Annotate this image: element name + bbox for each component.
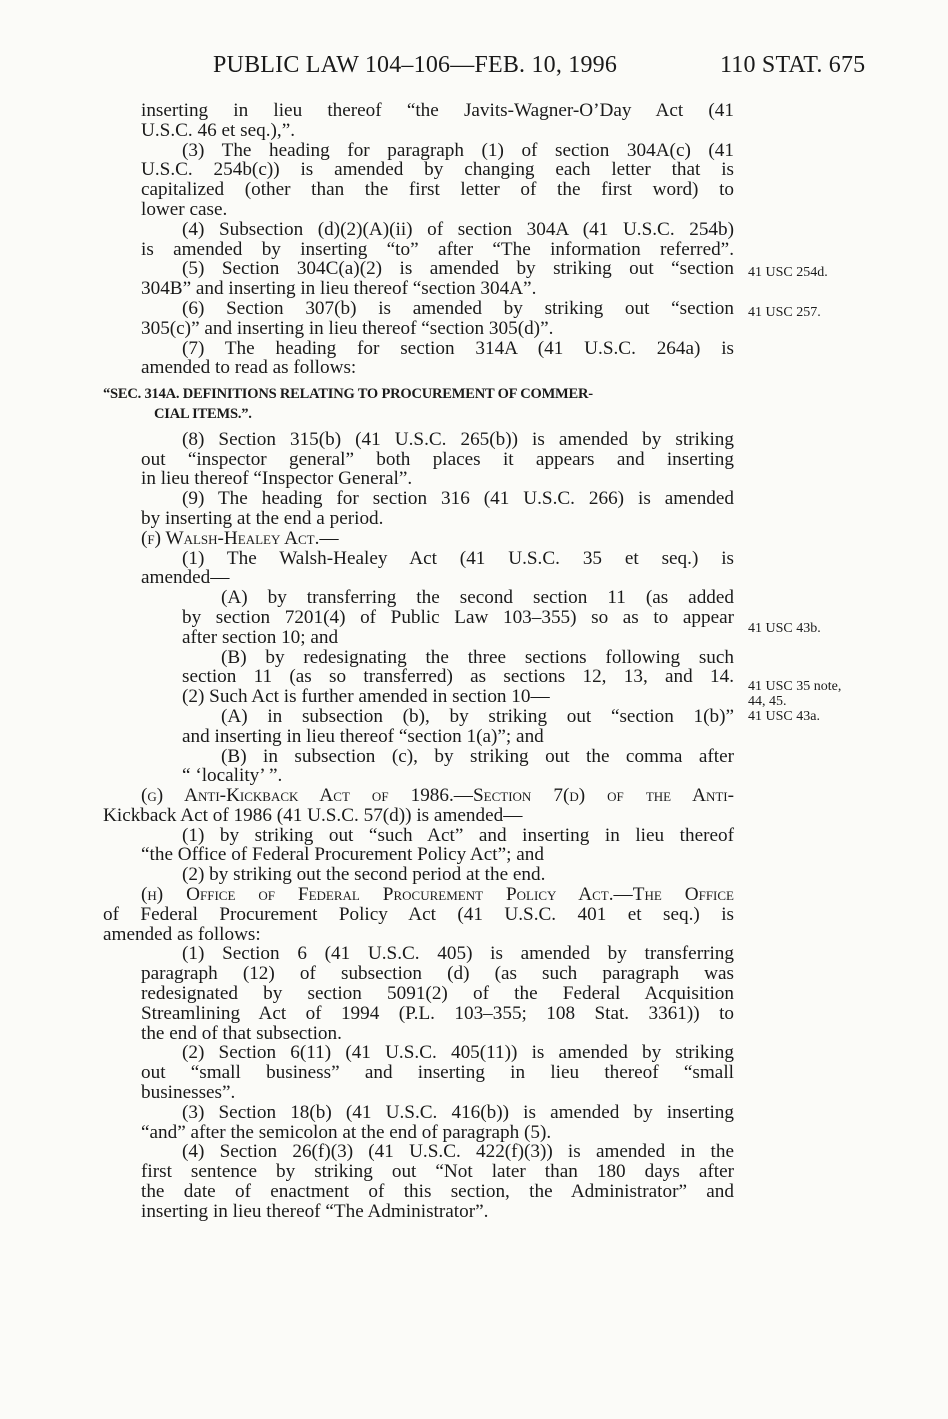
running-head-title: PUBLIC LAW 104–106—FEB. 10, 1996: [213, 52, 618, 78]
text-line: capitalized (other than the first letter of the first word) to: [141, 179, 734, 201]
text-line: (3) Section 18(b) (41 U.S.C. 416(b)) is amended by inserting: [182, 1101, 734, 1123]
text-line: section 11 (as so transferred) as sections 12, 13, and 14.: [182, 666, 734, 688]
text-line: (4) Subsection (d)(2)(A)(ii) of section 304A (41 U.S.C. 254b): [182, 218, 734, 240]
text-line: first sentence by striking out “Not later than 180 days after: [141, 1161, 734, 1183]
text-line: lower case.: [141, 198, 228, 220]
text-line: (B) in subsection (c), by striking out the comma after: [221, 745, 734, 767]
subsection-heading: (h) Office of Federal Procurement Policy Act.—The Office: [141, 884, 734, 906]
text-line: (3) The heading for paragraph (1) of section 304A(c) (41: [182, 139, 734, 161]
text-line: “the Office of Federal Procurement Policy Act”; and: [141, 844, 544, 866]
text-line: 305(c)” and inserting in lieu thereof “section 305(d)”.: [141, 317, 554, 339]
text-line: (4) Section 26(f)(3) (41 U.S.C. 422(f)(3)) is amended in the: [182, 1141, 734, 1163]
text-line: (1) by striking out “such Act” and inserting in lieu thereof: [182, 824, 734, 846]
margin-note: 41 USC 257.: [748, 305, 821, 320]
text-line: redesignated by section 5091(2) of the Federal Acquisition: [141, 983, 734, 1005]
section-heading: “SEC. 314A. DEFINITIONS RELATING TO PROCUREMENT OF COMMER-: [103, 386, 593, 403]
margin-note: 44, 45.: [748, 694, 787, 709]
text-line: “and” after the semicolon at the end of paragraph (5).: [141, 1121, 552, 1143]
margin-note: 41 USC 43a.: [748, 709, 820, 724]
text-line: after section 10; and: [182, 626, 339, 648]
subsection-heading: (f) Walsh-Healey Act.—: [141, 527, 339, 549]
text-line: amended as follows:: [103, 923, 261, 945]
text-line: (2) Such Act is further amended in section 10—: [182, 686, 550, 708]
text-line: (9) The heading for section 316 (41 U.S.C. 266) is amended: [182, 488, 734, 510]
text-line: (2) Section 6(11) (41 U.S.C. 405(11)) is amended by striking: [182, 1042, 734, 1064]
text-line: “ ‘locality’ ”.: [182, 765, 283, 787]
text-line: (8) Section 315(b) (41 U.S.C. 265(b)) is amended by striking: [182, 428, 734, 450]
text-line: and inserting in lieu thereof “section 1(a)”; and: [182, 725, 544, 747]
text-line: U.S.C. 254b(c)) is amended by changing each letter that is: [141, 159, 734, 181]
text-line: businesses”.: [141, 1082, 236, 1104]
text-line: inserting in lieu thereof “the Javits-Wagner-O’Day Act (41: [141, 100, 734, 121]
text-line: by section 7201(4) of Public Law 103–355) so as to appear: [182, 606, 734, 628]
text-line: (B) by redesignating the three sections following such: [221, 646, 734, 668]
statute-body: [103, 101, 734, 1222]
text-line: U.S.C. 46 et seq.),”.: [141, 119, 296, 141]
text-line: out “inspector general” both places it appears and inserting: [141, 448, 734, 470]
subsection-heading: (g) Anti-Kickback Act of 1986.—Section 7(d) of the Anti-: [141, 785, 734, 807]
text-line: inserting in lieu thereof “The Administrator”.: [141, 1200, 489, 1222]
text-line: in lieu thereof “Inspector General”.: [141, 468, 413, 490]
text-line: (A) in subsection (b), by striking out “section 1(b)”: [221, 705, 734, 727]
section-heading-cont: CIAL ITEMS.”.: [154, 405, 252, 422]
text-line: out “small business” and inserting in lieu thereof “small: [141, 1062, 734, 1084]
text-line: (2) by striking out the second period at the end.: [182, 864, 546, 886]
margin-note: 41 USC 254d.: [748, 265, 828, 280]
text-line: of Federal Procurement Policy Act (41 U.S.C. 401 et seq.) is: [103, 903, 734, 925]
text-line: (1) Section 6 (41 U.S.C. 405) is amended by transferring: [182, 943, 734, 965]
text-line: the date of enactment of this section, the Administrator” and: [141, 1181, 734, 1203]
text-line: amended to read as follows:: [141, 357, 357, 379]
margin-note: 41 USC 35 note,: [748, 679, 842, 694]
page-reference: 110 STAT. 675: [720, 52, 866, 78]
text-line: (1) The Walsh-Healey Act (41 U.S.C. 35 et seq.) is: [182, 547, 734, 569]
text-line: amended—: [141, 567, 230, 589]
text-line: (A) by transferring the second section 11 (as added: [221, 587, 734, 609]
text-line: is amended by inserting “to” after “The information referred”.: [141, 238, 734, 260]
text-line: (6) Section 307(b) is amended by striking out “section: [182, 297, 734, 319]
text-line: 304B” and inserting in lieu thereof “section 304A”.: [141, 278, 537, 300]
text-line: Streamlining Act of 1994 (P.L. 103–355; 108 Stat. 3361)) to: [141, 1002, 734, 1024]
text-line: the end of that subsection.: [141, 1022, 342, 1044]
text-line: (5) Section 304C(a)(2) is amended by striking out “section: [182, 258, 734, 280]
text-line: (7) The heading for section 314A (41 U.S.C. 264a) is: [182, 337, 734, 359]
text-line: Kickback Act of 1986 (41 U.S.C. 57(d)) is amended—: [103, 804, 523, 826]
margin-note: 41 USC 43b.: [748, 621, 821, 636]
text-line: paragraph (12) of subsection (d) (as such paragraph was: [141, 963, 734, 985]
text-line: by inserting at the end a period.: [141, 507, 384, 529]
